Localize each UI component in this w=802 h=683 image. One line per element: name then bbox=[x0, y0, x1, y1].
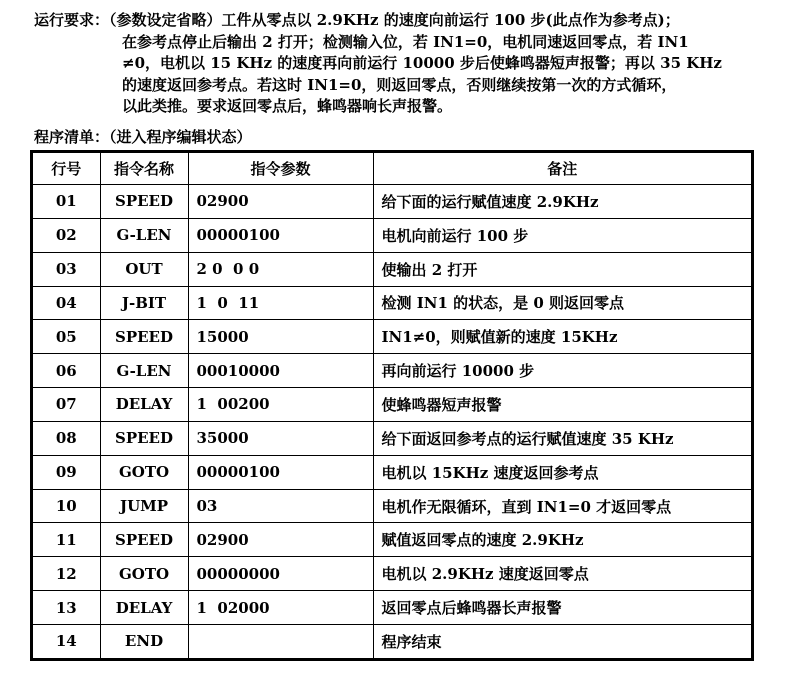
cell-instruction-params: 00000100 bbox=[188, 218, 373, 252]
cell-remarks: 返回零点后蜂鸣器长声报警 bbox=[373, 591, 751, 625]
cell-line-no: 05 bbox=[33, 320, 100, 354]
cell-remarks: 电机以 2.9KHz 速度返回零点 bbox=[373, 557, 751, 591]
cell-line-no: 08 bbox=[33, 421, 100, 455]
cell-remarks: 检测 IN1 的状态，是 0 则返回零点 bbox=[373, 286, 751, 320]
requirements-line: ≠0，电机以 15 KHz 的速度再向前运行 10000 步后使蜂鸣器短声报警；再以 35 KHz bbox=[122, 54, 722, 73]
table-row bbox=[33, 185, 751, 219]
cell-instruction-name: SPEED bbox=[100, 320, 188, 354]
cell-instruction-params bbox=[188, 624, 373, 658]
cell-instruction-name: GOTO bbox=[100, 455, 188, 489]
table-row bbox=[33, 354, 751, 388]
column-header-remarks: 备注 bbox=[373, 153, 751, 185]
table-row bbox=[33, 489, 751, 523]
cell-remarks: 程序结束 bbox=[373, 624, 751, 658]
cell-instruction-params: 1 02000 bbox=[188, 591, 373, 625]
cell-remarks: 使输出 2 打开 bbox=[373, 252, 751, 286]
cell-line-no: 11 bbox=[33, 523, 100, 557]
cell-instruction-params: 03 bbox=[188, 489, 373, 523]
cell-remarks: 电机作无限循环，直到 IN1=0 才返回零点 bbox=[373, 489, 751, 523]
cell-instruction-name: SPEED bbox=[100, 523, 188, 557]
cell-line-no: 04 bbox=[33, 286, 100, 320]
table-row bbox=[33, 421, 751, 455]
cell-line-no: 12 bbox=[33, 557, 100, 591]
cell-remarks: 电机以 15KHz 速度返回参考点 bbox=[373, 455, 751, 489]
cell-remarks: 赋值返回零点的速度 2.9KHz bbox=[373, 523, 751, 557]
cell-line-no: 03 bbox=[33, 252, 100, 286]
column-header-instruction-params: 指令参数 bbox=[188, 153, 373, 185]
table-row bbox=[33, 286, 751, 320]
cell-line-no: 07 bbox=[33, 388, 100, 422]
requirements-line: 在参考点停止后输出 2 打开；检测输入位，若 IN1=0，电机同速返回零点，若 IN1 bbox=[122, 32, 689, 51]
cell-instruction-params: 1 00200 bbox=[188, 388, 373, 422]
cell-line-no: 09 bbox=[33, 455, 100, 489]
table-row bbox=[33, 624, 751, 658]
cell-instruction-name: DELAY bbox=[100, 591, 188, 625]
table-row bbox=[33, 523, 751, 557]
cell-instruction-name: G-LEN bbox=[100, 218, 188, 252]
cell-remarks: 给下面返回参考点的运行赋值速度 35 KHz bbox=[373, 421, 751, 455]
program-list-heading: 程序清单：（进入程序编辑状态） bbox=[34, 128, 252, 146]
cell-instruction-params: 00000100 bbox=[188, 455, 373, 489]
cell-line-no: 10 bbox=[33, 489, 100, 523]
cell-line-no: 13 bbox=[33, 591, 100, 625]
cell-line-no: 02 bbox=[33, 218, 100, 252]
requirements-paragraph bbox=[34, 10, 774, 118]
cell-instruction-name: JUMP bbox=[100, 489, 188, 523]
cell-instruction-params: 00000000 bbox=[188, 557, 373, 591]
cell-remarks: 给下面的运行赋值速度 2.9KHz bbox=[373, 185, 751, 219]
cell-instruction-name: SPEED bbox=[100, 421, 188, 455]
table-row bbox=[33, 388, 751, 422]
column-header-instruction-name: 指令名称 bbox=[100, 153, 188, 185]
table-row bbox=[33, 218, 751, 252]
requirements-line: 的速度返回参考点。若这时 IN1=0，则返回零点，否则继续按第一次的方式循环， bbox=[122, 75, 677, 94]
cell-remarks: 再向前运行 10000 步 bbox=[373, 354, 751, 388]
cell-instruction-name: END bbox=[100, 624, 188, 658]
program-table bbox=[33, 153, 751, 658]
cell-remarks: IN1≠0，则赋值新的速度 15KHz bbox=[373, 320, 751, 354]
cell-instruction-name: SPEED bbox=[100, 185, 188, 219]
cell-line-no: 14 bbox=[33, 624, 100, 658]
cell-instruction-params: 2 0 0 0 bbox=[188, 252, 373, 286]
requirements-line: 以此类推。要求返回零点后，蜂鸣器响长声报警。 bbox=[122, 97, 453, 116]
cell-instruction-params: 02900 bbox=[188, 185, 373, 219]
cell-instruction-name: DELAY bbox=[100, 388, 188, 422]
cell-remarks: 使蜂鸣器短声报警 bbox=[373, 388, 751, 422]
table-header-row bbox=[33, 153, 751, 185]
requirements-line: 运行要求：（参数设定省略）工件从零点以 2.9KHz 的速度向前运行 100 步(此点作为参考点)； bbox=[34, 11, 680, 29]
cell-instruction-name: G-LEN bbox=[100, 354, 188, 388]
column-header-line-no: 行号 bbox=[33, 153, 100, 185]
cell-remarks: 电机向前运行 100 步 bbox=[373, 218, 751, 252]
cell-line-no: 01 bbox=[33, 185, 100, 219]
table-row bbox=[33, 320, 751, 354]
program-table-frame bbox=[30, 150, 754, 661]
table-row bbox=[33, 455, 751, 489]
table-row bbox=[33, 591, 751, 625]
cell-instruction-params: 15000 bbox=[188, 320, 373, 354]
cell-instruction-params: 02900 bbox=[188, 523, 373, 557]
cell-instruction-name: OUT bbox=[100, 252, 188, 286]
cell-instruction-params: 1 0 11 bbox=[188, 286, 373, 320]
cell-line-no: 06 bbox=[33, 354, 100, 388]
table-row bbox=[33, 557, 751, 591]
cell-instruction-params: 00010000 bbox=[188, 354, 373, 388]
table-row bbox=[33, 252, 751, 286]
cell-instruction-name: GOTO bbox=[100, 557, 188, 591]
cell-instruction-name: J-BIT bbox=[100, 286, 188, 320]
cell-instruction-params: 35000 bbox=[188, 421, 373, 455]
